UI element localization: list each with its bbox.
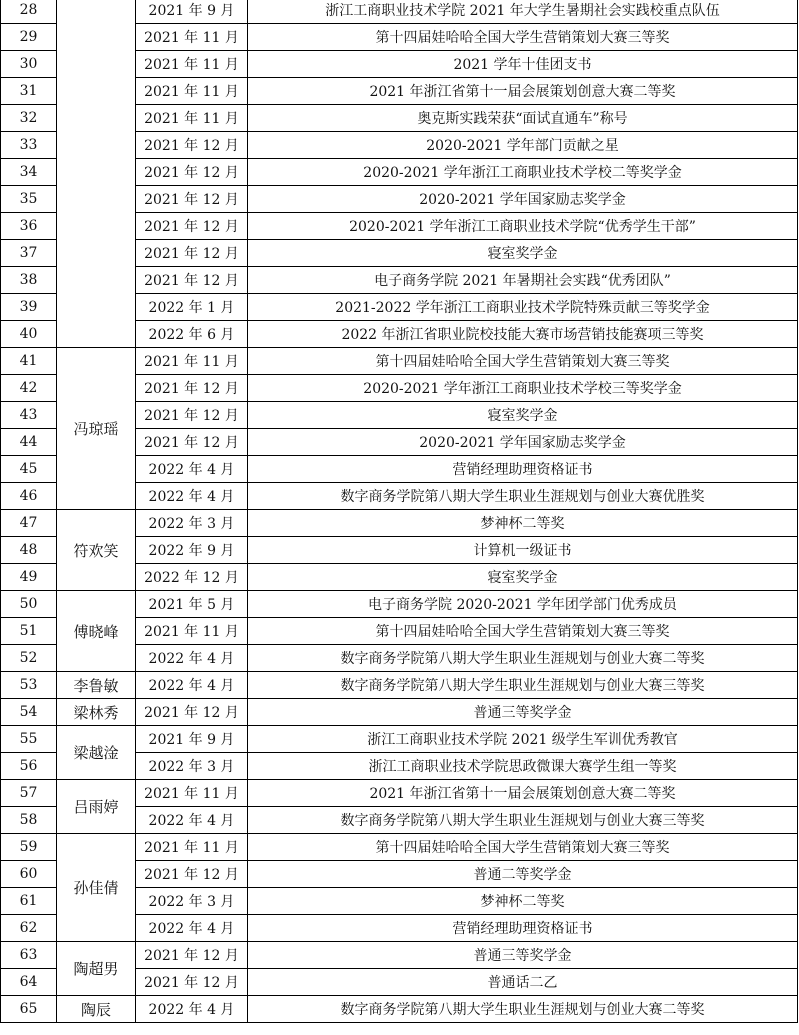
award-title: 数字商务学院第八期大学生职业生涯规划与创业大赛优胜奖 — [248, 483, 798, 510]
table-row — [1, 996, 798, 1023]
row-number: 59 — [1, 834, 57, 861]
award-title: 2020-2021 学年部门贡献之星 — [248, 132, 798, 159]
award-title: 寝室奖学金 — [248, 564, 798, 591]
award-date: 2022 年 4 月 — [136, 807, 248, 834]
student-name: 梁林秀 — [57, 699, 136, 726]
row-number: 58 — [1, 807, 57, 834]
award-date: 2022 年 4 月 — [136, 672, 248, 699]
award-title: 2021-2022 学年浙江工商职业技术学院特殊贡献三等奖学金 — [248, 294, 798, 321]
row-number: 63 — [1, 942, 57, 969]
award-date: 2022 年 4 月 — [136, 915, 248, 942]
award-date: 2021 年 11 月 — [136, 105, 248, 132]
row-number: 43 — [1, 402, 57, 429]
award-date: 2021 年 11 月 — [136, 51, 248, 78]
award-title: 梦神杯二等奖 — [248, 510, 798, 537]
award-title: 2020-2021 学年浙江工商职业技术学校二等奖学金 — [248, 159, 798, 186]
award-title: 2021 年浙江省第十一届会展策划创意大赛二等奖 — [248, 780, 798, 807]
row-number: 36 — [1, 213, 57, 240]
award-date: 2021 年 12 月 — [136, 969, 248, 996]
award-title: 数字商务学院第八期大学生职业生涯规划与创业大赛三等奖 — [248, 672, 798, 699]
row-number: 41 — [1, 348, 57, 375]
award-title: 第十四届娃哈哈全国大学生营销策划大赛三等奖 — [248, 834, 798, 861]
award-date: 2021 年 11 月 — [136, 348, 248, 375]
row-number: 38 — [1, 267, 57, 294]
award-title: 第十四届娃哈哈全国大学生营销策划大赛三等奖 — [248, 24, 798, 51]
row-number: 65 — [1, 996, 57, 1023]
row-number: 60 — [1, 861, 57, 888]
award-title: 普通三等奖学金 — [248, 699, 798, 726]
table-row — [1, 510, 798, 537]
student-name: 李鲁敏 — [57, 672, 136, 699]
student-name: 符欢笑 — [57, 510, 136, 591]
award-date: 2021 年 12 月 — [136, 429, 248, 456]
award-date: 2021 年 12 月 — [136, 699, 248, 726]
table-row — [1, 591, 798, 618]
award-date: 2021 年 5 月 — [136, 591, 248, 618]
award-title: 浙江工商职业技术学院 2021 级学生军训优秀教官 — [248, 726, 798, 753]
award-title: 浙江工商职业技术学院思政微课大赛学生组一等奖 — [248, 753, 798, 780]
award-date: 2022 年 6 月 — [136, 321, 248, 348]
student-name: 吕雨婷 — [57, 780, 136, 834]
award-title: 奥克斯实践荣获“面试直通车”称号 — [248, 105, 798, 132]
student-name: 陶超男 — [57, 942, 136, 996]
award-date: 2021 年 11 月 — [136, 24, 248, 51]
award-title: 2021 学年十佳团支书 — [248, 51, 798, 78]
row-number: 45 — [1, 456, 57, 483]
award-date: 2022 年 12 月 — [136, 564, 248, 591]
row-number: 54 — [1, 699, 57, 726]
award-date: 2022 年 3 月 — [136, 753, 248, 780]
award-title: 2020-2021 学年国家励志奖学金 — [248, 429, 798, 456]
row-number: 34 — [1, 159, 57, 186]
award-title: 计算机一级证书 — [248, 537, 798, 564]
row-number: 48 — [1, 537, 57, 564]
award-title: 梦神杯二等奖 — [248, 888, 798, 915]
row-number: 46 — [1, 483, 57, 510]
row-number: 39 — [1, 294, 57, 321]
row-number: 33 — [1, 132, 57, 159]
award-date: 2021 年 12 月 — [136, 861, 248, 888]
student-name: 傅晓峰 — [57, 591, 136, 672]
row-number: 32 — [1, 105, 57, 132]
award-date: 2021 年 11 月 — [136, 834, 248, 861]
award-date: 2022 年 9 月 — [136, 537, 248, 564]
awards-table-body — [1, 0, 798, 1023]
student-name: 冯琼瑶 — [57, 348, 136, 510]
award-date: 2021 年 12 月 — [136, 159, 248, 186]
award-date: 2021 年 12 月 — [136, 240, 248, 267]
award-date: 2021 年 11 月 — [136, 618, 248, 645]
award-title: 寝室奖学金 — [248, 240, 798, 267]
award-date: 2022 年 4 月 — [136, 996, 248, 1023]
award-date: 2022 年 3 月 — [136, 888, 248, 915]
award-title: 营销经理助理资格证书 — [248, 915, 798, 942]
row-number: 52 — [1, 645, 57, 672]
award-date: 2022 年 4 月 — [136, 456, 248, 483]
student-name: 梁越淦 — [57, 726, 136, 780]
award-title: 2021 年浙江省第十一届会展策划创意大赛二等奖 — [248, 78, 798, 105]
award-date: 2021 年 12 月 — [136, 213, 248, 240]
award-date: 2021 年 11 月 — [136, 780, 248, 807]
table-row — [1, 726, 798, 753]
row-number: 31 — [1, 78, 57, 105]
row-number: 57 — [1, 780, 57, 807]
row-number: 64 — [1, 969, 57, 996]
award-date: 2022 年 4 月 — [136, 645, 248, 672]
award-title: 普通话二乙 — [248, 969, 798, 996]
award-title: 第十四届娃哈哈全国大学生营销策划大赛三等奖 — [248, 618, 798, 645]
row-number: 62 — [1, 915, 57, 942]
row-number: 56 — [1, 753, 57, 780]
row-number: 55 — [1, 726, 57, 753]
award-date: 2021 年 12 月 — [136, 132, 248, 159]
row-number: 40 — [1, 321, 57, 348]
award-date: 2021 年 12 月 — [136, 402, 248, 429]
award-date: 2022 年 3 月 — [136, 510, 248, 537]
student-name — [57, 0, 136, 348]
table-row — [1, 834, 798, 861]
award-title: 电子商务学院 2021 年暑期社会实践“优秀团队” — [248, 267, 798, 294]
award-title: 数字商务学院第八期大学生职业生涯规划与创业大赛二等奖 — [248, 645, 798, 672]
row-number: 53 — [1, 672, 57, 699]
award-title: 寝室奖学金 — [248, 402, 798, 429]
award-date: 2021 年 12 月 — [136, 942, 248, 969]
student-name: 陶辰 — [57, 996, 136, 1023]
student-name: 孙佳倩 — [57, 834, 136, 942]
award-title: 第十四届娃哈哈全国大学生营销策划大赛三等奖 — [248, 348, 798, 375]
award-title: 浙江工商职业技术学院 2021 年大学生暑期社会实践校重点队伍 — [248, 0, 798, 24]
award-title: 2020-2021 学年国家励志奖学金 — [248, 186, 798, 213]
row-number: 47 — [1, 510, 57, 537]
award-title: 2020-2021 学年浙江工商职业技术学校三等奖学金 — [248, 375, 798, 402]
row-number: 51 — [1, 618, 57, 645]
row-number: 42 — [1, 375, 57, 402]
row-number: 44 — [1, 429, 57, 456]
award-title: 营销经理助理资格证书 — [248, 456, 798, 483]
row-number: 50 — [1, 591, 57, 618]
row-number: 37 — [1, 240, 57, 267]
award-date: 2021 年 12 月 — [136, 267, 248, 294]
table-row — [1, 699, 798, 726]
table-row — [1, 780, 798, 807]
award-date: 2021 年 12 月 — [136, 375, 248, 402]
row-number: 61 — [1, 888, 57, 915]
award-date: 2021 年 9 月 — [136, 0, 248, 24]
award-title: 2022 年浙江省职业院校技能大赛市场营销技能赛项三等奖 — [248, 321, 798, 348]
row-number: 49 — [1, 564, 57, 591]
table-row — [1, 942, 798, 969]
row-number: 29 — [1, 24, 57, 51]
table-row — [1, 672, 798, 699]
award-title: 数字商务学院第八期大学生职业生涯规划与创业大赛三等奖 — [248, 807, 798, 834]
table-row — [1, 0, 798, 24]
award-title: 普通二等奖学金 — [248, 861, 798, 888]
award-date: 2021 年 9 月 — [136, 726, 248, 753]
award-title: 普通三等奖学金 — [248, 942, 798, 969]
award-date: 2021 年 11 月 — [136, 78, 248, 105]
row-number: 30 — [1, 51, 57, 78]
row-number: 35 — [1, 186, 57, 213]
award-title: 数字商务学院第八期大学生职业生涯规划与创业大赛二等奖 — [248, 996, 798, 1023]
award-title: 电子商务学院 2020-2021 学年团学部门优秀成员 — [248, 591, 798, 618]
award-date: 2021 年 12 月 — [136, 186, 248, 213]
table-row — [1, 348, 798, 375]
award-title: 2020-2021 学年浙江工商职业技术学院“优秀学生干部” — [248, 213, 798, 240]
award-date: 2022 年 1 月 — [136, 294, 248, 321]
row-number: 28 — [1, 0, 57, 24]
award-date: 2022 年 4 月 — [136, 483, 248, 510]
